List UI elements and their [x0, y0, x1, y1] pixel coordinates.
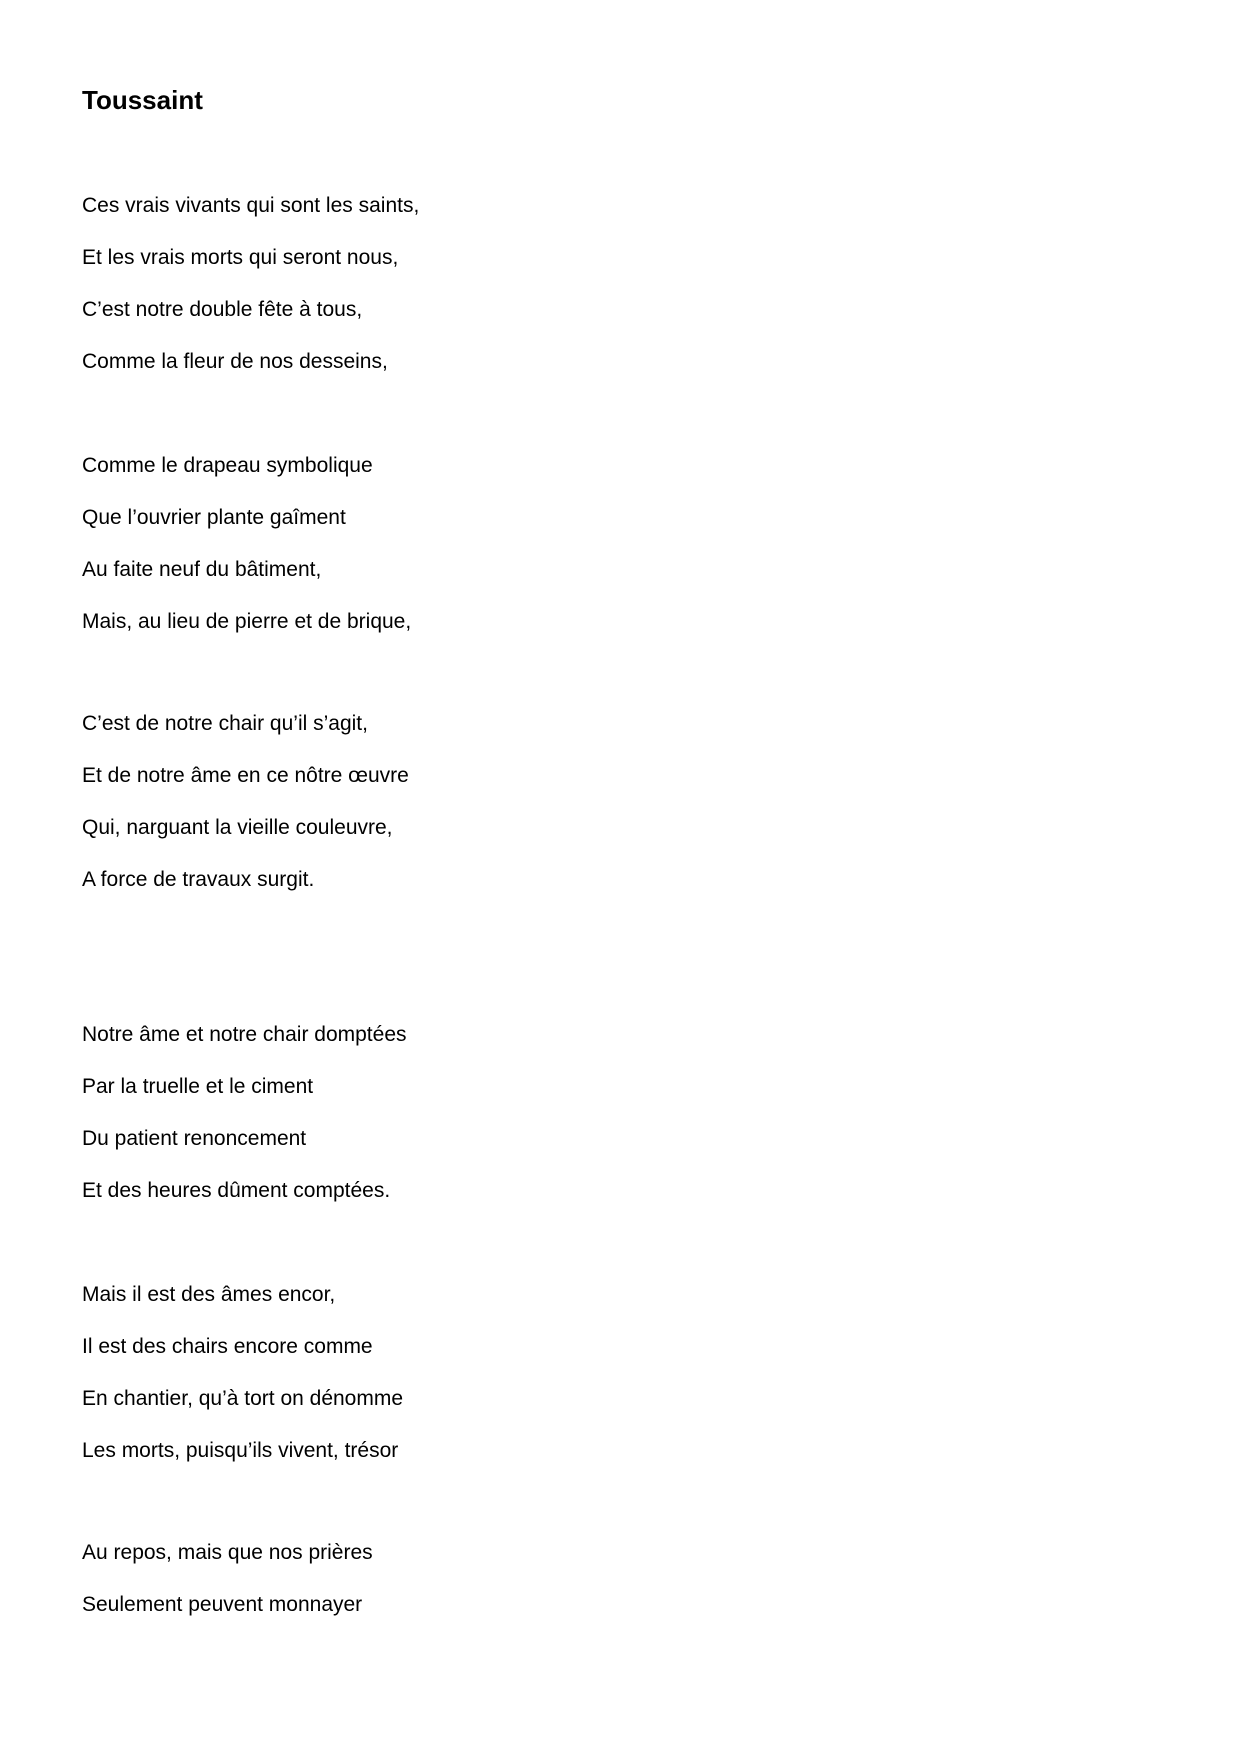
- poem-line: Seulement peuvent monnayer: [82, 1593, 363, 1616]
- poem-line: Et des heures dûment comptées.: [82, 1179, 391, 1202]
- poem-line: C’est notre double fête à tous,: [82, 298, 363, 321]
- poem-line: Au faite neuf du bâtiment,: [82, 558, 322, 581]
- poem-line: Il est des chairs encore comme: [82, 1335, 373, 1358]
- poem-line: Et les vrais morts qui seront nous,: [82, 246, 399, 269]
- poem-line: Du patient renoncement: [82, 1127, 307, 1150]
- poem-line: En chantier, qu’à tort on dénomme: [82, 1387, 404, 1410]
- poem-line: Que l’ouvrier plante gaîment: [82, 506, 346, 529]
- poem-line: Au repos, mais que nos prières: [82, 1541, 373, 1564]
- poem-line: Et de notre âme en ce nôtre œuvre: [82, 764, 409, 787]
- poem-title: Toussaint: [82, 85, 203, 115]
- poem-line: Les morts, puisqu’ils vivent, trésor: [82, 1439, 399, 1462]
- poem-line: Comme la fleur de nos desseins,: [82, 350, 388, 373]
- poem-line: Mais il est des âmes encor,: [82, 1283, 336, 1306]
- poem-line: A force de travaux surgit.: [82, 868, 315, 891]
- poem-line: C’est de notre chair qu’il s’agit,: [82, 712, 368, 735]
- poem-line: Comme le drapeau symbolique: [82, 454, 373, 477]
- poem-line: Mais, au lieu de pierre et de brique,: [82, 610, 412, 633]
- poem-line: Notre âme et notre chair domptées: [82, 1023, 407, 1046]
- poem-line: Par la truelle et le ciment: [82, 1075, 314, 1098]
- poem-line: Qui, narguant la vieille couleuvre,: [82, 816, 393, 839]
- poem-line: Ces vrais vivants qui sont les saints,: [82, 194, 420, 217]
